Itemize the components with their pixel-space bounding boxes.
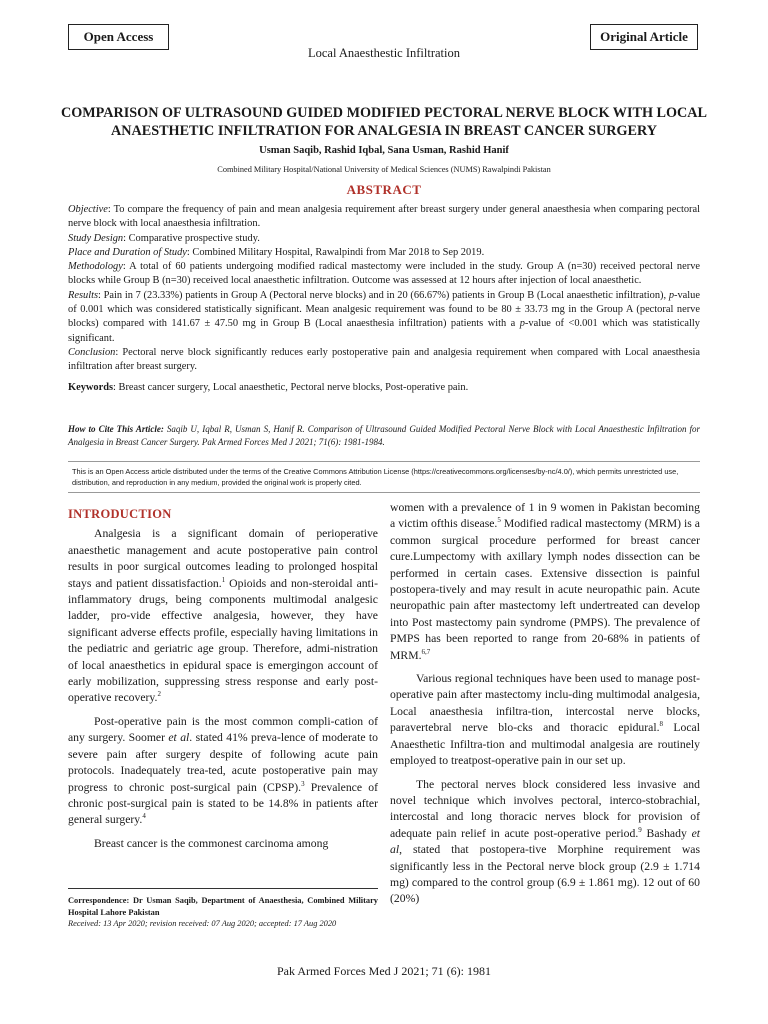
- intro-paragraph-1: [68, 526, 378, 706]
- affiliation: Combined Military Hospital/National University of Medical Sciences (NUMS) Rawalpindi Pakistan: [217, 165, 551, 174]
- ref-1: 1: [221, 575, 226, 584]
- introduction-heading: INTRODUCTION: [68, 507, 172, 521]
- intro-r1b-text: Modified radical mastectomy (MRM) is a common surgical procedure performed for breast cancer cure.Lumpectomy with axillary lymph nodes dissection can be performed in certain cases. Extensive dissection is painful postopera-tively and may result in acute neuropathic pain. Acute neuropathic pain after mastectomy left undertreated can develop into Post mastectomy pain syndrome (PMPS). The prevalence of PMPS has been reported to range from 20-68% in patients of MRM.: [390, 517, 700, 662]
- objective-label: Objective: [68, 204, 108, 215]
- intro-paragraph-4: [390, 671, 700, 769]
- results-text-b: -value of 0.001 which was considered statistically significant. Mean analgesic requirement was found to be 80 ± 33.73 mg in the Group A (pectoral nerve blocks) compared with 141.67 ± 47.50 mg in Group B (Local anaesthesia infiltration) patients with a: [68, 289, 700, 330]
- intro-p1b-text: Opioids and non-steroidal anti-inflammatory drugs, being components multimodal analgesic ladder, pro-vide effective analgesia, however, they have significant adverse effects profile, especially having limitations in the pediatric and geriatric age group. Therefore, admi-nistration of local anaesthetics in epidural space is emergingon account of early mobilization, suppressing stress response and early post-operative recovery.: [68, 576, 378, 705]
- citation-label: How to Cite This Article:: [68, 424, 164, 434]
- abstract-heading: ABSTRACT: [346, 182, 422, 197]
- abstract-keywords: [68, 381, 700, 395]
- abstract-method: [68, 260, 700, 289]
- ref-5: 5: [497, 516, 501, 525]
- ref-4: 4: [142, 812, 146, 821]
- ref-6-7: 6,7: [421, 647, 431, 656]
- ref-3: 3: [301, 779, 305, 788]
- citation-text: Saqib U, Iqbal R, Usman S, Hanif R. Comparison of Ultrasound Guided Modified Pectoral Nerve Block with Local Anaesthestic Infiltration for Analgesia in Breast Cancer Surgery. Pak Armed Forces Med J 2021; 71(6): 1981-1984.: [68, 424, 700, 447]
- right-column: [390, 500, 700, 915]
- running-title: Local Anaesthestic Infiltration: [307, 46, 461, 60]
- correspondence-block: [68, 888, 378, 930]
- abstract-conclusion: [68, 346, 700, 375]
- intro-r2b-text: Local Anaesthetic Infiltra-tion and multimodal analgesia are routinely employed to treatpost-operative pain in our set up.: [390, 721, 700, 768]
- intro-paragraph-5: [390, 777, 700, 908]
- abstract-objective: [68, 203, 700, 232]
- ref-2: 2: [157, 690, 161, 699]
- intro-r2-text: Various regional techniques have been used to manage post-operative pain after mastectomy inclu-ding multimodal analgesia, Local anaesthesia infiltra-tion, intercostal nerve blocks, paravertebral nerve blo-cks and thoracic epidural.: [390, 672, 700, 735]
- intro-p2c-text: Prevalence of chronic post-surgical pain is stated to be 14.8% in patients after general surgery.: [68, 780, 378, 827]
- abstract-design: [68, 232, 700, 246]
- page-footer: Pak Armed Forces Med J 2021; 71 (6): 1981: [277, 964, 491, 978]
- intro-r3c-text: , stated that postopera-tive Morphine requirement was significantly less in the Pectoral nerve block group (2.9 ± 1.714 mg) compared to the control group (6.9 ± 1.861 mg). 12 out of 60 (20%): [390, 843, 700, 906]
- left-column: [68, 500, 378, 859]
- ref-8: 8: [659, 720, 664, 729]
- article-type-badge: Original Article: [590, 24, 698, 50]
- design-label: Study Design: [68, 232, 124, 244]
- citation-block: [68, 423, 700, 449]
- abstract-body: [68, 203, 700, 395]
- intro-p1-text: Analgesia is a significant domain of perioperative anaesthetic management and acute postoperative pain control results in poor surgical outcomes leading to prolonged hospital stays and patient dissatisfaction.: [68, 527, 378, 590]
- article-title: COMPARISON OF ULTRASOUND GUIDED MODIFIED PECTORAL NERVE BLOCK WITH LOCAL ANAESTHETIC INFILTRATION FOR ANALGESIA IN BREAST CANCER SURGERY: [60, 105, 708, 139]
- license-notice: This is an Open Access article distributed under the terms of the Creative Commons Attribution License (https://creativecommons.org/licenses/by-nc/4.0/), which permits unrestricted use, distribution, and reproduction in any medium, provided the original work is properly cited.: [68, 461, 700, 493]
- received-dates: Received: 13 Apr 2020; revision received: 07 Aug 2020; accepted: 17 Aug 2020: [68, 919, 337, 928]
- method-label: Methodology: [68, 261, 123, 273]
- intro-p2b-text: . stated 41% preva-lence of moderate to severe pain after surgery despite of following acute pain protocols. Inadequately trea-ted, acute postoperative pain may progress to chronic post-surgical pain (CPSP).: [68, 731, 378, 794]
- conclusion-label: Conclusion: [68, 346, 116, 358]
- intro-r1-text: women with a prevalence of 1 in 9 women in Pakistan becoming a victim ofthis disease.: [390, 501, 700, 531]
- abstract-results: [68, 289, 700, 346]
- results-p2: p: [519, 318, 525, 330]
- conclusion-text: : Pectoral nerve block significantly reduces early postoperative pain and analgesia requirement when compared with Local anaesthesia infiltration after breast surgery.: [68, 346, 700, 373]
- keywords-label: Keywords: [68, 381, 114, 393]
- intro-paragraph-3: Breast cancer is the commonest carcinoma among: [94, 836, 329, 850]
- results-text-c: -value of <0.001 which was statistically significant.: [68, 318, 700, 344]
- author-list: Usman Saqib, Rashid Iqbal, Sana Usman, Rashid Hanif: [259, 145, 509, 156]
- et-al-2: et al: [390, 826, 700, 857]
- intro-paragraph-3-cont: [390, 500, 700, 664]
- results-label: Results: [68, 289, 99, 301]
- intro-r3-text: The pectoral nerves block considered less invasive and novel technique which involves pectoral, interco-stobrachial, intercostal and long thoracic nerves block for provision of adequate pain relief in acute post-operative period.: [390, 777, 700, 840]
- intro-r3b-text: Bashady: [641, 826, 692, 840]
- objective-text: : To compare the frequency of pain and mean analgesia requirement after breast surgery under general anaesthesia when comparing pectoral nerve block with local anaesthesia infiltration.: [68, 204, 700, 230]
- abstract-place: [68, 246, 700, 260]
- design-text: : Comparative prospective study.: [123, 232, 260, 244]
- correspondence-text: Correspondence: Dr Usman Saqib, Department of Anaesthesia, Combined Military Hospital Lahore Pakistan: [68, 896, 378, 917]
- method-text: : A total of 60 patients undergoing modified radical mastectomy were included in the study. Group A (n=30) received pectoral nerve blocks while Group B (n=30) received local anaesthetic infiltration. Outcome was assessed at 12 hours after injection of local anaesthetic.: [68, 261, 700, 287]
- keywords-text: : Breast cancer surgery, Local anaesthetic, Pectoral nerve blocks, Post-operative pain.: [113, 381, 469, 393]
- place-text: : Combined Military Hospital, Rawalpindi from Mar 2018 to Sep 2019.: [186, 246, 485, 258]
- intro-paragraph-2: [68, 714, 378, 829]
- results-p1: p: [668, 289, 675, 301]
- intro-p2a-text: Post-operative pain is the most common compli-cation of any surgery. Soomer: [68, 714, 378, 745]
- et-al: et al: [168, 731, 190, 745]
- ref-9: 9: [638, 825, 642, 834]
- results-text-a: : Pain in 7 (23.33%) patients in Group A (Pectoral nerve blocks) and in 20 (66.67%) patients in Group B (Local anaesthetic infiltration),: [98, 289, 669, 301]
- open-access-badge: Open Access: [68, 24, 169, 50]
- place-label: Place and Duration of Study: [68, 246, 187, 258]
